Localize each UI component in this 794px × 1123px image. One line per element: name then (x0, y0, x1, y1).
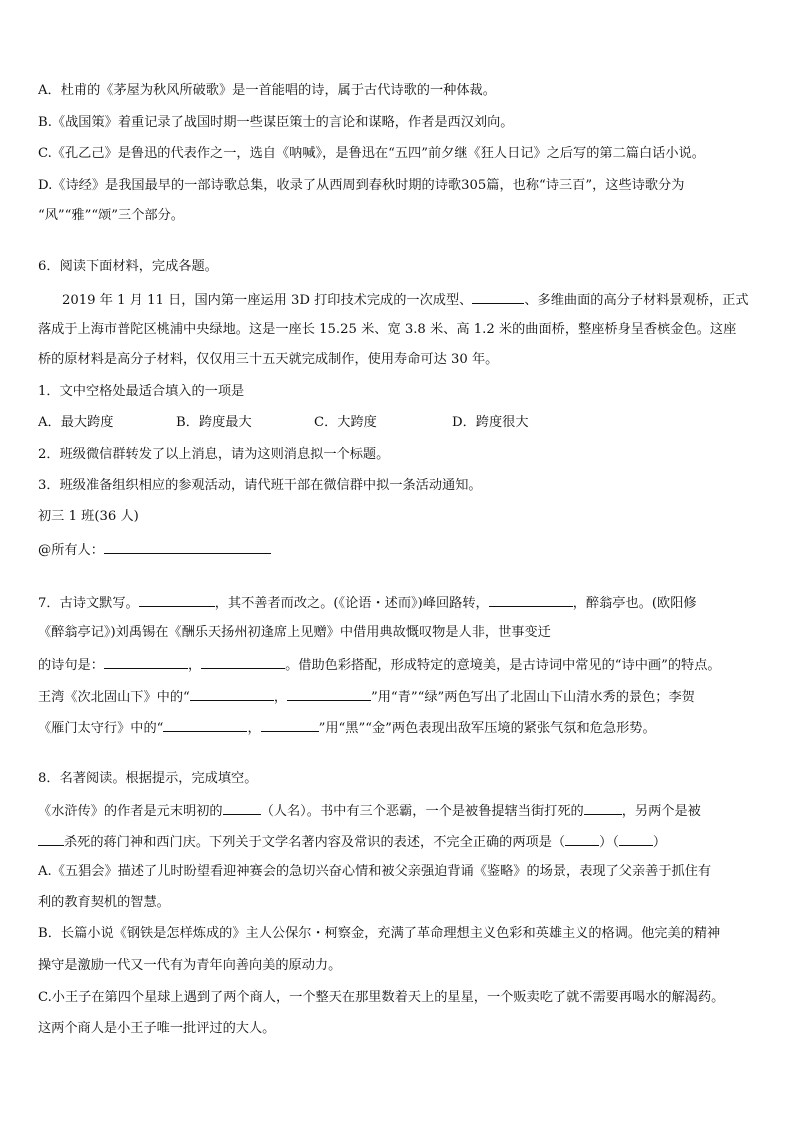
q8-line1 (38, 801, 701, 821)
q7-blank-4[interactable] (201, 655, 285, 669)
q8-option-b-line1: B．长篇小说《钢铁是怎样炼成的》主人公保尔・柯察金，充满了革命理想主义色彩和英雄主义的格调。他完美的精神 (38, 926, 721, 941)
q6-notice-blank[interactable] (104, 540, 271, 554)
q8-heading: 8．名著阅读。根据提示，完成填空。 (38, 771, 258, 786)
q6-sub-question-2: 2．班级微信群转发了以上消息，请为这则消息拟一个标题。 (38, 447, 390, 462)
q7-line2: 《醉翁亭记》)刘禹锡在《酬乐天扬州初逢席上见赠》中借用典故慨叹物是人非，世事变迁 (38, 625, 551, 640)
q7-blank-2[interactable] (489, 593, 573, 607)
q5-option-d-line2: “风”“雅”“颂”三个部分。 (38, 208, 184, 223)
q5-option-b: B.《战国策》着重记录了战国时期一些谋臣策士的言论和谋略，作者是西汉刘向。 (38, 115, 514, 130)
q6-passage-line1 (62, 290, 749, 310)
q6-option-c[interactable]: C．大跨度 (314, 415, 377, 430)
q6-option-d[interactable]: D．跨度很大 (452, 415, 529, 430)
q8-option-c-line2: 这两个商人是小王子唯一批评过的大人。 (38, 1021, 276, 1036)
q7-text-3b: ， (187, 658, 202, 673)
q7-blank-8[interactable] (261, 718, 319, 732)
q5-option-d-line1: D.《诗经》是我国最早的一部诗歌总集，收录了从西周到春秋时期的诗歌305篇，也称“诗三百”，这些诗歌分为 (38, 178, 685, 193)
q7-text-1b: ，其不善者而改之。(《论语・述而》)峰回路转， (214, 596, 489, 611)
q6-passage-text-b: 、多维曲面的高分子材料景观桥，正式 (524, 293, 749, 308)
q5-option-a: A．杜甫的《茅屋为秋风所破歌》是一首能唱的诗，属于古代诗歌的一种体裁。 (38, 83, 496, 98)
q7-text-1c: ，醉翁亭也。(欧阳修 (572, 596, 697, 611)
q6-class-name: 初三 1 班(36 人) (38, 509, 139, 524)
q7-line5 (38, 718, 656, 738)
q8-text-1b: （人名）。书中有三个恶霸，一个是被鲁提辖当街打死的 (260, 804, 584, 819)
q8-blank-author[interactable] (223, 801, 261, 815)
q7-text-3a: 的诗句是： (38, 658, 104, 673)
q7-blank-3[interactable] (104, 655, 188, 669)
q7-blank-1[interactable] (139, 593, 215, 607)
q6-options-row (38, 414, 529, 432)
q6-at-all-label: @所有人： (38, 543, 104, 558)
q8-text-1a: 《水浒传》的作者是元末明初的 (38, 804, 223, 819)
q6-option-a[interactable]: A．最大跨度 (38, 415, 114, 430)
q7-blank-7[interactable] (163, 718, 247, 732)
q7-line4 (38, 687, 695, 707)
q7-text-5c: ”用“黑”“金”两色表现出敌军压境的紧张气氛和危急形势。 (318, 721, 656, 736)
q7-line3 (38, 655, 721, 675)
q6-passage-text-a: 2019 年 1 月 11 日，国内第一座运用 3D 打印技术完成的一次成型、 (62, 293, 473, 308)
q6-at-all-line (38, 540, 271, 560)
q6-passage-line2: 落成于上海市普陀区桃浦中央绿地。这是一座长 15.25 米、宽 3.8 米、高 1.2 米的曲面桥，整座桥身呈香槟金色。这座 (38, 322, 737, 337)
q8-text-1c: ，另两个是被 (621, 804, 701, 819)
q7-text-5a: 《雁门太守行》中的“ (38, 721, 164, 736)
q8-option-a-line1: A.《五猖会》描述了儿时盼望看迎神赛会的急切兴奋心情和被父亲强迫背诵《鉴略》的场景，表现了父亲善于抓住有 (38, 864, 712, 879)
q8-answer-blank-1[interactable] (565, 832, 599, 846)
q7-line1 (38, 593, 697, 613)
q7-text-1a: 7．古诗文默写。 (38, 596, 139, 611)
q8-line2 (38, 832, 666, 852)
q7-blank-5[interactable] (190, 687, 274, 701)
q8-answer-blank-2[interactable] (619, 832, 653, 846)
q7-text-5b: ， (247, 721, 261, 736)
q7-text-3c: 。借助色彩搭配，形成特定的意境美，是古诗词中常见的“诗中画”的特点。 (285, 658, 721, 673)
q5-option-c: C.《孔乙己》是鲁迅的代表作之一，选自《呐喊》，是鲁迅在“五四”前夕继《狂人日记》之后写的第二篇白话小说。 (38, 146, 705, 161)
q6-blank[interactable] (472, 290, 524, 304)
q7-blank-6[interactable] (287, 687, 371, 701)
q7-text-4c: ”用“青”“绿”两色写出了北固山下山清水秀的景色；李贺 (371, 690, 695, 705)
q7-text-4a: 王湾《次北固山下》中的“ (38, 690, 190, 705)
q8-text-2c: ） (652, 835, 667, 850)
q8-option-b-line2: 操守是激励一代又一代有为青年向善向美的原动力。 (38, 958, 342, 973)
q8-blank-killer[interactable] (38, 832, 64, 846)
q7-text-4b: ， (273, 690, 287, 705)
q6-sub-question-3: 3．班级准备组织相应的参观活动，请代班干部在微信群中拟一条活动通知。 (38, 478, 482, 493)
q8-text-2a: 杀死的蒋门神和西门庆。下列关于文学名著内容及常识的表述，不完全正确的两项是（ (64, 835, 566, 850)
q6-option-b[interactable]: B．跨度最大 (176, 415, 252, 430)
q6-heading: 6．阅读下面材料，完成各题。 (38, 259, 218, 274)
q8-option-a-line2: 利的教育契机的智慧。 (38, 895, 170, 910)
q6-sub-question-1: 1．文中空格处最适合填入的一项是 (38, 384, 245, 399)
q8-blank-villain[interactable] (584, 801, 622, 815)
q6-passage-line3: 桥的原材料是高分子材料，仅仅用三十五天就完成制作，使用寿命可达 30 年。 (38, 352, 499, 367)
q8-option-c-line1: C.小王子在第四个星球上遇到了两个商人，一个整天在那里数着天上的星星，一个贩卖吃了就不需要再喝水的解渴药。 (38, 990, 725, 1005)
q8-text-2b: ）（ (599, 835, 619, 850)
